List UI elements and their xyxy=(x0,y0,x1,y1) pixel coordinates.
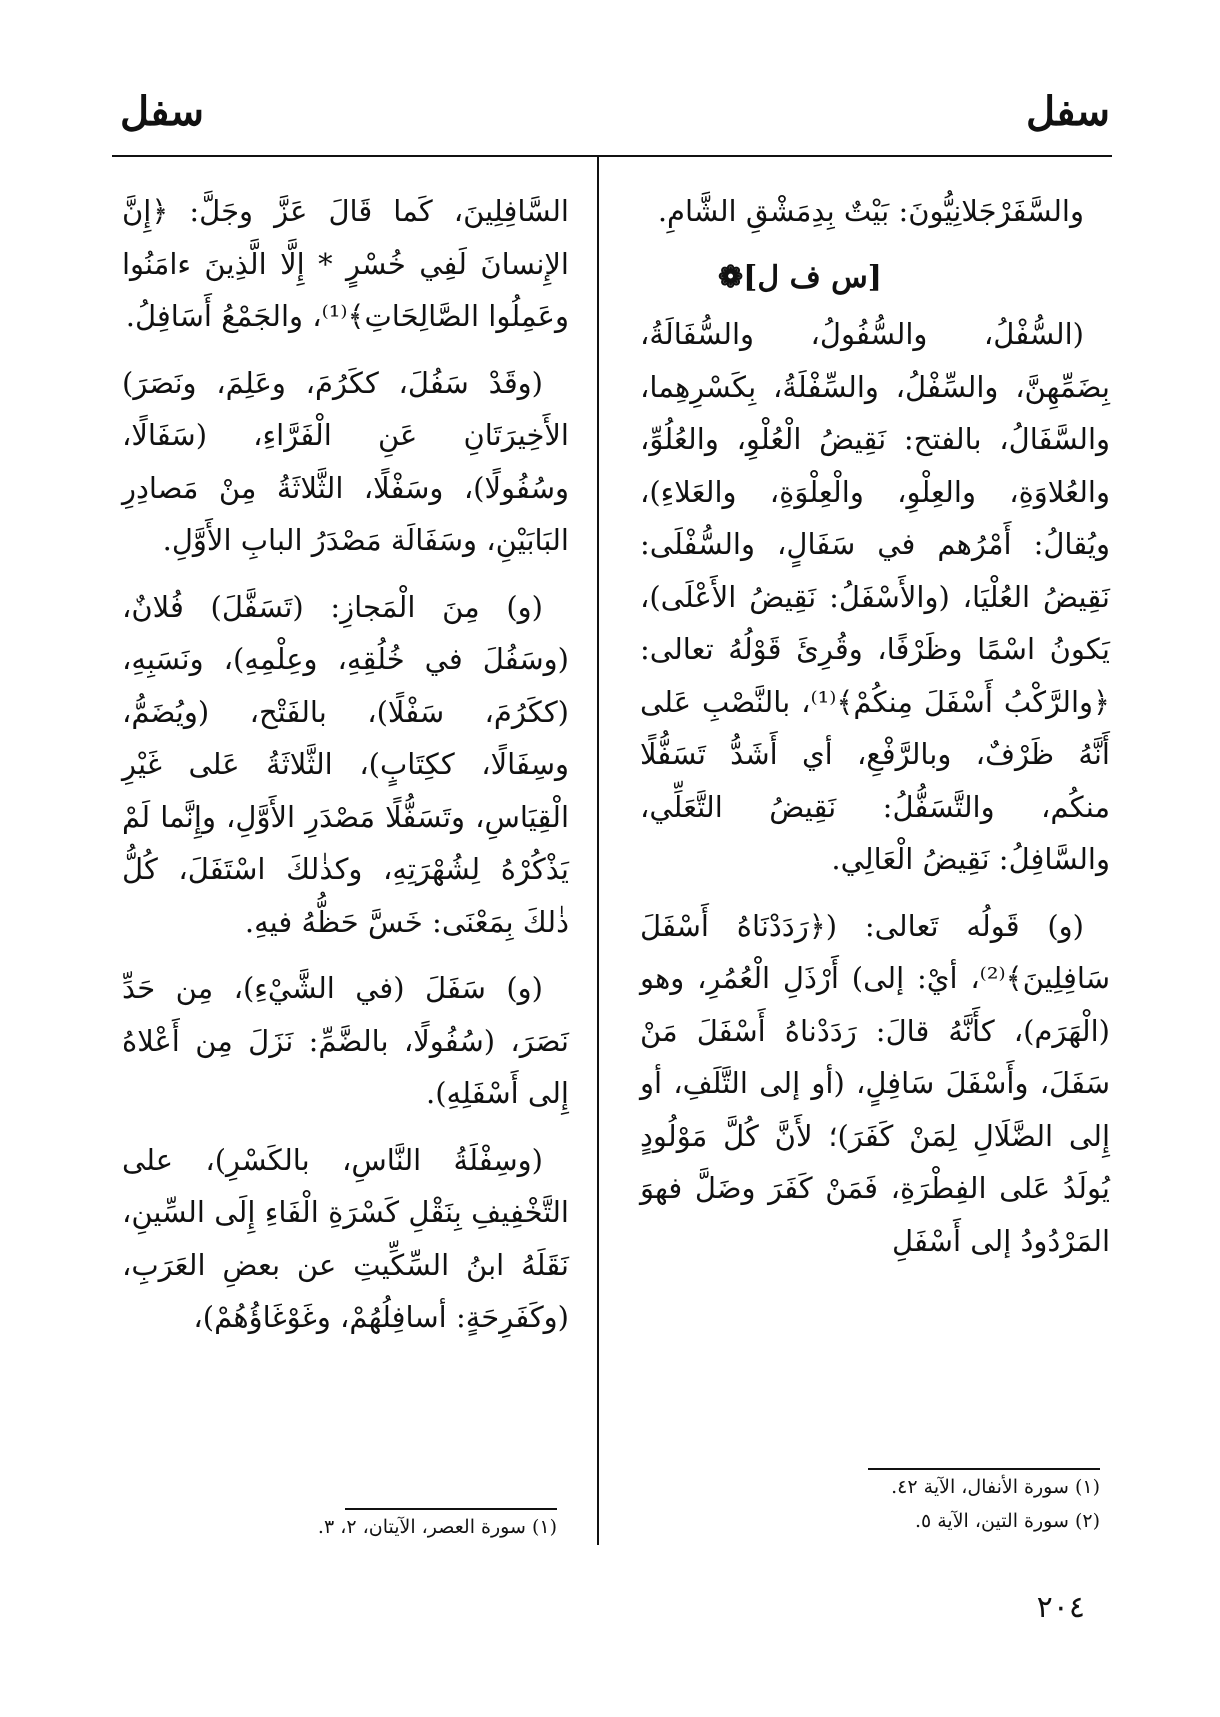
left-column xyxy=(122,185,569,1358)
left-paragraph-2: (وقَدْ سَفُلَ، ككَرُمَ، وعَلِمَ، ونَصَرَ) الأَخِيرَتَانِ عَنِ الْفَرَّاءِ، (سَفَالًا، وسُفُولًا)، وسَفْلًا، الثَّلاثَةُ مِنْ مَصادِرِ البَابَيْنِ، وسَفَالَة مَصْدَرُ البابِ الأَوَّلِ. xyxy=(122,365,569,557)
right-column xyxy=(640,185,1110,1281)
footnotes-right xyxy=(640,1470,1100,1538)
left-paragraph-1: السَّافِلِينَ، كَما قَالَ عَزَّ وجَلَّ: ﴿إِنَّ الإِنسانَ لَفِي خُسْرٍ * إِلَّا الَّذِينَ ءامَنُوا وعَمِلُوا الصَّالِحَاتِ﴾⁽¹⁾، والجَمْعُ أَسَافِلُ. xyxy=(122,194,569,333)
right-paragraph-1: (السُّفْلُ، والسُّفُولُ، والسُّفَالَةُ، بِضَمِّهِنَّ، والسِّفْلُ، والسِّفْلَةُ، بِكَسْرِهِما، والسَّفَالُ، بالفتح: نَقِيضُ الْعُلْوِ، والعُلُوِّ، والعُلاوَةِ، والعِلْوِ، والْعِلْوَةِ، والعَلاءِ)، ويُقالُ: أَمْرُهم في سَفَالٍ، والسُّفْلَى: نَقِيضُ العُلْيَا، (والأَسْفَلُ: نَقِيضُ الأَعْلَى)، يَكونُ اسْمًا وظَرْفًا، وقُرِئَ قَوْلُهُ تعالى: ﴿والرَّكْبُ أَسْفَلَ مِنكُمْ﴾⁽¹⁾، بالنَّصْبِ عَلى أَنَّهُ ظَرْفٌ، وبالرَّفْعِ، أي أَشَدُّ تَسَفُّلًا منكُم، والتَّسَفُّلُ: نَقِيضُ التَّعَلِّي، والسَّافِلُ: نَقِيضُ الْعَالِي. xyxy=(640,317,1110,876)
left-paragraph-4: (و) سَفَلَ (في الشَّيْءِ)، مِن حَدِّ نَصَرَ، (سُفُولًا، بالضَّمِّ: نَزَلَ مِن أَعْلاهُ إِلى أَسْفَلِهِ). xyxy=(122,971,569,1110)
column-divider xyxy=(597,157,599,1545)
entry-root-heading: [س ف ل]❁ xyxy=(718,259,882,295)
header-rule xyxy=(112,155,1112,157)
right-paragraph-2: (و) قَولُه تَعالى: (﴿رَدَدْنَاهُ أَسْفَلَ سَافِلِينَ﴾⁽²⁾، أيْ: إلى) أَرْذَلِ الْعُمُرِ، وهو (الْهَرَم)، كأَنَّهُ قالَ: رَدَدْناهُ أَسْفَلَ مَنْ سَفَلَ، وأَسْفَلَ سَافِلٍ، (أو إلى التَّلَفِ، أو إِلى الضَّلَالِ لِمَنْ كَفَرَ)؛ لأَنَّ كُلَّ مَوْلُودٍ يُولَدُ عَلى الفِطْرَةِ، فَمَنْ كَفَرَ وضَلَّ فهوَ المَرْدُودُ إلى أَسْفَلِ xyxy=(640,908,1110,1258)
footnote-right-2: (٢) سورة التين، الآية ٥. xyxy=(914,1510,1100,1532)
right-intro-paragraph: والسَّفَرْجَلانِيُّونَ: بَيْتٌ بِدِمَشْقِ الشَّامِ. xyxy=(657,194,1084,228)
running-header-left: سفل xyxy=(120,88,205,135)
footnotes-left xyxy=(122,1510,557,1544)
footnote-left-1: (١) سورة العصر، الآيتان، ٢، ٣. xyxy=(317,1516,557,1538)
left-paragraph-3: (و) مِنَ الْمَجازِ: (تَسَفَّلَ) فُلانٌ، (وسَفُلَ في خُلُقِهِ، وعِلْمِهِ)، ونَسَبِهِ، (ككَرُمَ، سَفْلًا)، بالفَتْح، (ويُضَمُّ، وسِفَالًا، ككِتَابٍ)، الثَّلاثَةُ عَلى غَيْرِ الْقِيَاسِ، وتَسَفُّلًا مَصْدَرِ الأَوَّلِ، وإِنَّما لَمْ يَذْكُرْهُ لِشُهْرَتِهِ، وكذٰلكَ اسْتَفَلَ، كُلُّ ذٰلكَ بِمَعْنَى: خَسَّ حَظُّهُ فيهِ. xyxy=(122,589,569,939)
running-header-right: سفل xyxy=(1025,88,1110,135)
page-number: ٢٠٤ xyxy=(1036,1590,1085,1625)
left-paragraph-5: (وسِفْلَةُ النَّاسِ، بالكَسْرِ)، على التَّخْفِيفِ بِنَقْلِ كَسْرَةِ الْفَاءِ إِلَى السِّينِ، نَقَلَهُ ابنُ السِّكِّيتِ عن بعضِ العَرَبِ، (وكَفَرِحَةٍ: أسافِلُهُمْ، وغَوْغَاؤُهُمْ)، xyxy=(122,1142,569,1334)
footnote-right-1: (١) سورة الأنفال، الآية ٤٢. xyxy=(891,1476,1100,1498)
